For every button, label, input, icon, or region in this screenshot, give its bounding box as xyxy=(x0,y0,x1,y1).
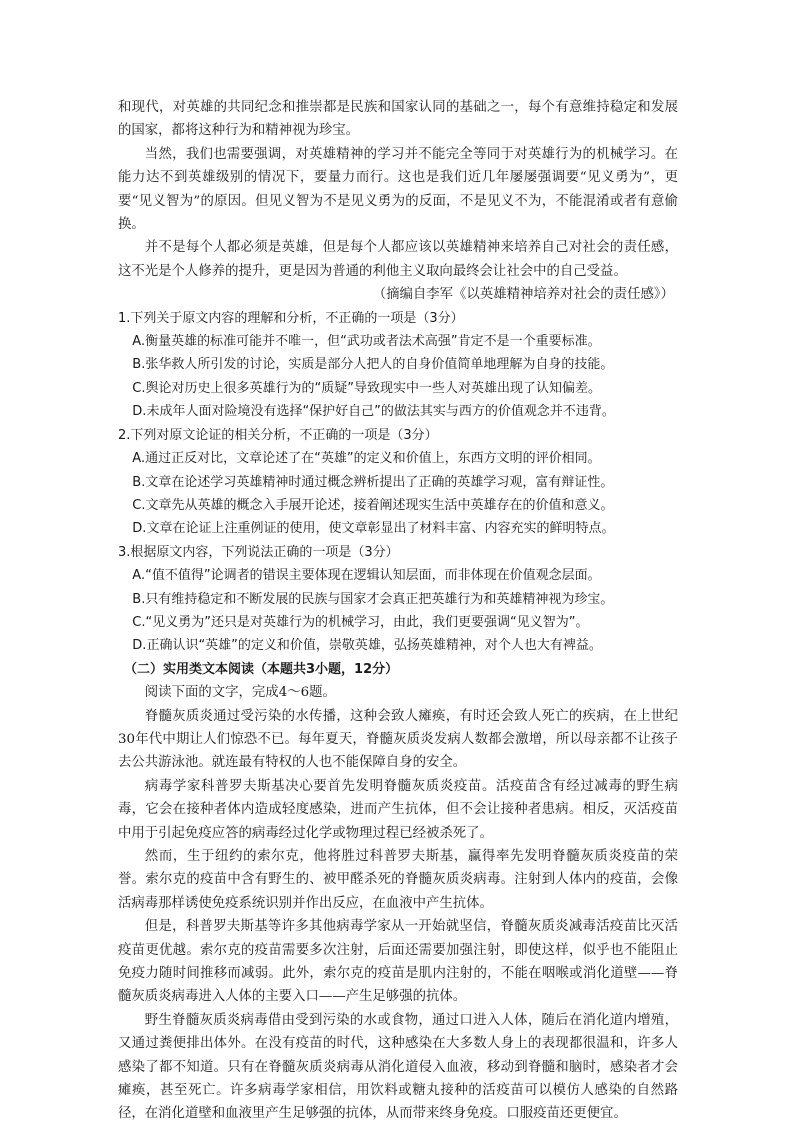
passage-paragraph: 但是，科普罗夫斯基等许多其他病毒学家从一开始就坚信，脊髓灰质炎减毒活疫苗比灭活疫苗更优越。索尔克的疫苗需要多次注射，后面还需要加强注射，即使这样，似乎也不能阻止免疫力随时间推移而减弱。此外，索尔克的疫苗是肌内注射的，不能在咽喉或消化道壁——脊髓灰质炎病毒进入人体的主要入口——产生足够强的抗体。 xyxy=(118,919,678,1005)
section-instruction: 阅读下面的文字，完成4～6题。 xyxy=(144,685,336,701)
passage-paragraph: 脊髓灰质炎通过受污染的水传播，这种会致人瘫痪，有时还会致人死亡的疾病，在上世纪30年代中期让人们惊恐不已。每年夏天，脊髓灰质炎发病人数都会激增，所以母亲都不让孩子去公共游泳池。就连最有特权的人也不能保障自身的安全。 xyxy=(118,708,678,771)
question-2 xyxy=(118,424,678,541)
passage-paragraph: 野生脊髓灰质炎病毒借由受到污染的水或食物，通过口进入人体，随后在消化道内增殖，又通过粪便排出体外。在没有疫苗的时代，这种感染在大多数人身上的表现都很温和，许多人感染了都不知道。只有在脊髓灰质炎病毒从消化道侵入血液，移动到脊髓和脑时，感染者才会瘫痪，甚至死亡。许多病毒学家相信，用饮料或糖丸接种的活疫苗可以模仿人感染的自然路径，在消化道壁和血液里产生足够强的抗体，从而带来终身免疫。口服疫苗还更便宜。 xyxy=(118,1012,678,1122)
passage-paragraph: 病毒学家科普罗夫斯基决心要首先发明脊髓灰质炎疫苗。活疫苗含有经过减毒的野生病毒，它会在接种者体内造成轻度感染，进而产生抗体，但不会让接种者患病。相反，灭活疫苗中用于引起免疫应答的病毒经过化学或物理过程已经被杀死了。 xyxy=(118,778,678,841)
section-heading: （二）实用类文本阅读（本题共3小题，12分） xyxy=(124,661,399,677)
question-1 xyxy=(118,307,678,424)
question-option: B.张华救人所引发的讨论，实质是部分人把人的自身价值简单地理解为自身的技能。 xyxy=(132,357,614,373)
question-stem: 2.下列对原文论证的相关分析，不正确的一项是（3分） xyxy=(118,427,438,443)
question-3 xyxy=(118,541,678,658)
question-option: D.文章在论证上注重例证的使用，使文章彰显出了材料丰富、内容充实的鲜明特点。 xyxy=(132,521,615,537)
passage-paragraph: 当然，我们也需要强调，对英雄精神的学习并不能完全等同于对英雄行为的机械学习。在能力达不到英雄级别的情况下，要量力而行。这也是我们近几年屡屡强调要“见义勇为”，更要“见义智为”的原因。但见义智为不是见义勇为的反面，不是见义不为，不能混淆或者有意偷换。 xyxy=(118,146,678,233)
question-option: D.正确认识“英雄”的定义和价值，崇敬英雄，弘扬英雄精神，对个人也大有裨益。 xyxy=(132,638,602,654)
question-stem: 3.根据原文内容，下列说法正确的一项是（3分） xyxy=(118,544,399,560)
question-option: A.“值不值得”论调者的错误主要体现在逻辑认知层面，而非体现在价值观念层面。 xyxy=(132,568,601,584)
question-option: C.舆论对历史上很多英雄行为的“质疑”导致现实中一些人对英雄出现了认知偏差。 xyxy=(132,380,601,396)
passage-source: （摘编自李军《以英雄精神培养对社会的责任感》） xyxy=(372,287,674,303)
question-option: C.“见义勇为”还只是对英雄行为的机械学习，由此，我们更要强调“见义智为”。 xyxy=(132,614,589,630)
question-option: B.只有维持稳定和不断发展的民族与国家才会真正把英雄行为和英雄精神视为珍宝。 xyxy=(132,591,614,607)
document-page xyxy=(118,96,678,1126)
section-two xyxy=(118,658,678,1126)
question-option: C.文章先从英雄的概念入手展开论述，接着阐述现实生活中英雄存在的价值和意义。 xyxy=(132,497,614,513)
question-option: A.衡量英雄的标准可能并不唯一，但“武功或者法术高强”肯定不是一个重要标准。 xyxy=(132,334,601,350)
passage-one xyxy=(118,96,678,307)
passage-paragraph: 并不是每个人都必须是英雄，但是每个人都应该以英雄精神来培养自己对社会的责任感，这不光是个人修养的提升，更是因为普通的利他主义取向最终会让社会中的自己受益。 xyxy=(118,240,678,279)
passage-paragraph: 和现代，对英雄的共同纪念和推崇都是民族和国家认同的基础之一，每个有意维持稳定和发展的国家，都将这种行为和精神视为珍宝。 xyxy=(118,100,678,139)
question-option: A.通过正反对比，文章论述了在“英雄”的定义和价值上，东西方文明的评价相同。 xyxy=(132,451,601,467)
question-option: B.文章在论述学习英雄精神时通过概念辨析提出了正确的英雄学习观，富有辩证性。 xyxy=(132,474,614,490)
question-stem: 1.下列关于原文内容的理解和分析，不正确的一项是（3分） xyxy=(118,310,464,326)
question-option: D.未成年人面对险境没有选择“保护好自己”的做法其实与西方的价值观念并不违背。 xyxy=(132,404,615,420)
passage-paragraph: 然而，生于纽约的索尔克，他将胜过科普罗夫斯基，赢得率先发明脊髓灰质炎疫苗的荣誉。索尔克的疫苗中含有野生的、被甲醛杀死的脊髓灰质炎病毒。注射到人体内的疫苗，会像活病毒那样诱使免疫系统识别并作出反应，在血液中产生抗体。 xyxy=(118,849,678,911)
